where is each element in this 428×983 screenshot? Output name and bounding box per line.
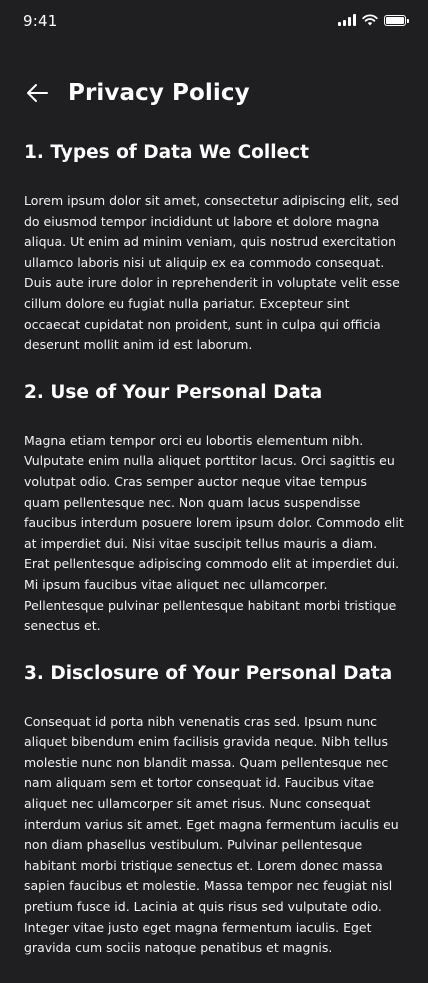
policy-section xyxy=(24,140,406,356)
battery-icon xyxy=(384,15,406,26)
status-icons xyxy=(338,14,406,26)
policy-section xyxy=(24,661,406,959)
page-header xyxy=(24,77,250,109)
wifi-icon xyxy=(362,14,378,26)
section-title: 3. Disclosure of Your Personal Data xyxy=(24,662,393,684)
policy-content[interactable] xyxy=(24,140,406,983)
cellular-signal-icon xyxy=(338,14,356,26)
back-button[interactable] xyxy=(24,80,50,106)
page-title: Privacy Policy xyxy=(68,80,250,106)
section-body: Consequat id porta nibh venenatis cras sed. Ipsum nunc aliquet bibendum enim facilisis gravida neque. Nibh tellus molestie nunc non blandit massa. Quam pellentesque nec nam aliquam sem et tortor consequat id. Faucibus vitae aliquet nec ullamcorper sit amet risus. Nunc consequat interdum varius sit amet. Eget magna fermentum iaculis eu non diam phasellus vestibulum. Pulvinar pellentesque habitant morbi tristique senectus et. Lorem donec massa sapien faucibus et molestie. Massa tempor nec feugiat nisl pretium fusce id. Lacinia at quis risus sed vulputate odio. Integer vitae justo eget magna fermentum iaculis. Eget gravida cum sociis natoque penatibus et magnis. xyxy=(24,713,399,956)
status-time: 9:41 xyxy=(23,12,58,30)
arrow-left-icon xyxy=(25,83,49,103)
policy-section xyxy=(24,380,406,637)
section-title: 1. Types of Data We Collect xyxy=(24,142,309,163)
section-title: 2. Use of Your Personal Data xyxy=(24,381,323,403)
section-body: Lorem ipsum dolor sit amet, consectetur adipiscing elit, sed do eiusmod tempor incididunt ut labore et dolore magna aliqua. Ut enim ad minim veniam, quis nostrud exercitation ullamco laboris nisi ut aliquip ex ea commodo consequat. Duis aute irure dolor in reprehenderit in voluptate velit esse cillum dolore eu fugiat nulla pariatur. Excepteur sint occaecat cupidatat non proident, sunt in culpa qui officia deserunt mollit anim id est laborum. xyxy=(24,193,400,353)
section-body: Magna etiam tempor orci eu lobortis elementum nibh. Vulputate enim nulla aliquet porttitor lacus. Orci sagittis eu volutpat odio. Cras semper auctor neque vitae tempus quam pellentesque nec. Non quam lacus suspendisse faucibus interdum posuere lorem ipsum dolor. Commodo elit at imperdiet dui. Nisi vitae suscipit tellus mauris a diam. Erat pellentesque adipiscing commodo elit at imperdiet dui. Mi ipsum faucibus vitae aliquet nec ullamcorper. Pellentesque pulvinar pellentesque habitant morbi tristique senectus et. xyxy=(24,432,404,634)
status-bar xyxy=(0,0,428,44)
